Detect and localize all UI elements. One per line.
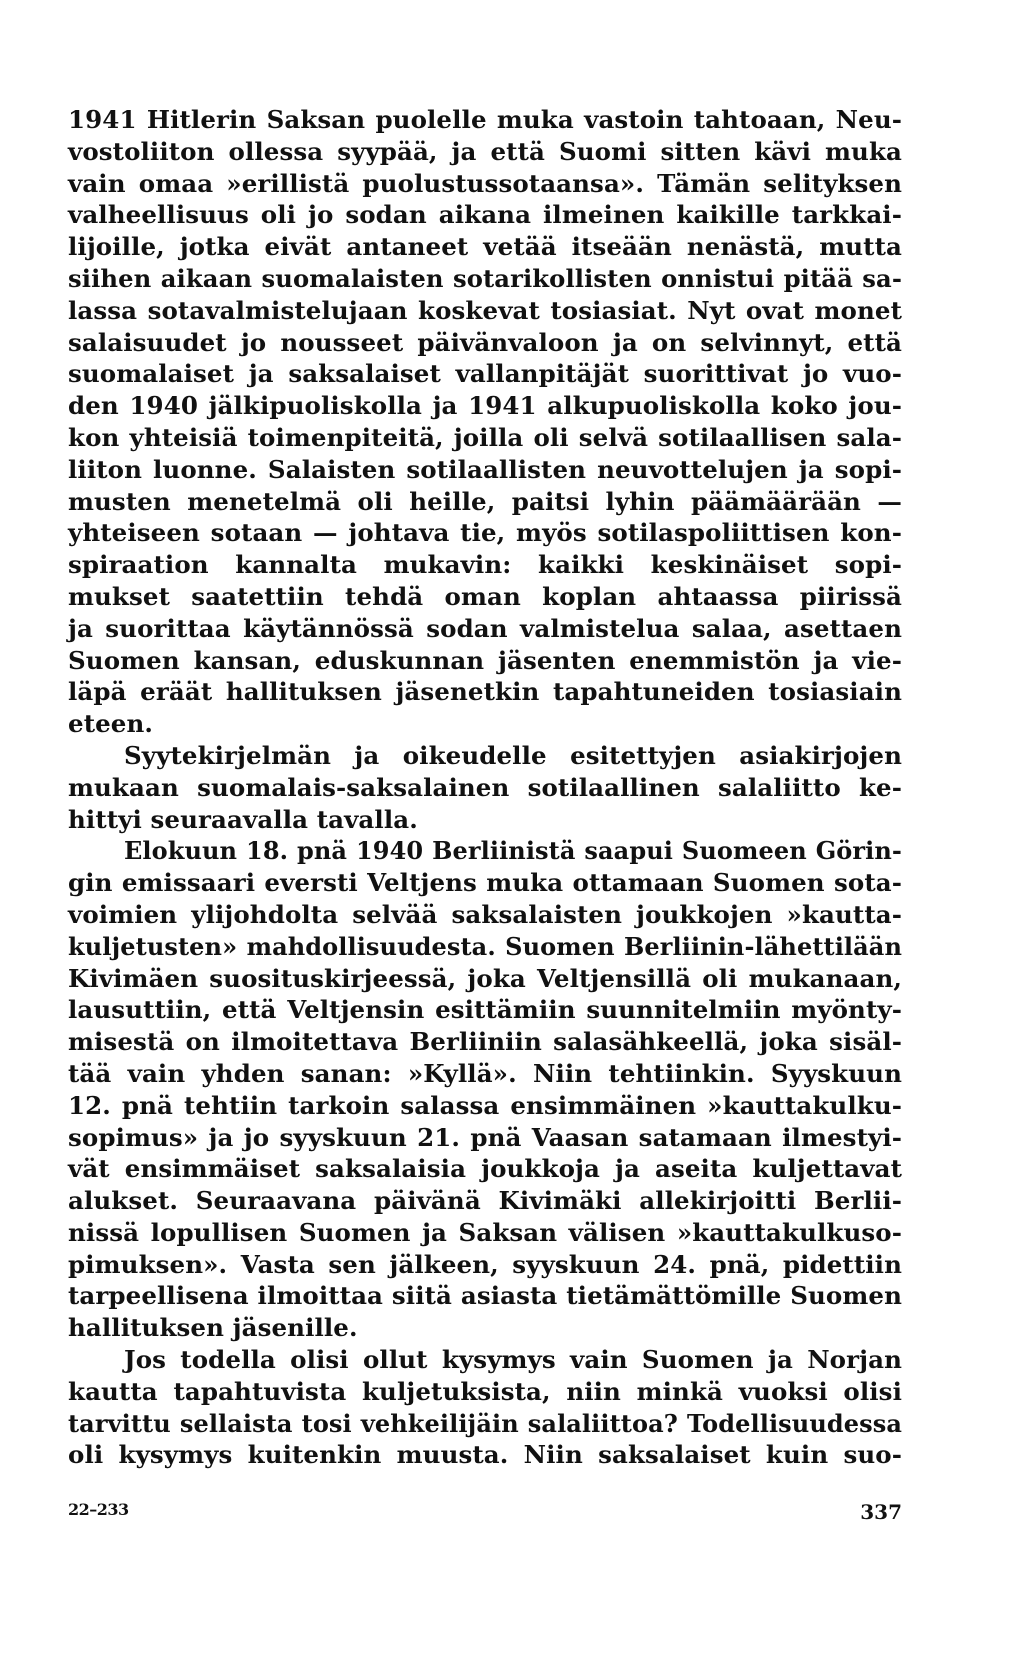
text-line: musten menetelmä oli heille, paitsi lyhin päämäärään — xyxy=(68,486,902,516)
text-line: mukaan suomalais-saksalainen sotilaallinen salaliitto ke- xyxy=(68,772,902,802)
text-line: Kivimäen suosituskirjeessä, joka Veltjensillä oli mukanaan, xyxy=(68,963,902,993)
text-line: siihen aikaan suomalaisten sotarikollisten onnistui pitää sa- xyxy=(68,263,902,293)
text-line: liiton luonne. Salaisten sotilaallisten neuvottelujen ja sopi- xyxy=(68,454,902,484)
text-line: Suomen kansan, eduskunnan jäsenten enemmistön ja vie- xyxy=(68,645,902,675)
text-line: tää vain yhden sanan: »Kyllä». Niin tehtiinkin. Syyskuun xyxy=(68,1058,902,1088)
text-line: valheellisuus oli jo sodan aikana ilmeinen kaikille tarkkai- xyxy=(68,200,902,230)
text-line: Syytekirjelmän ja oikeudelle esitettyjen asiakirjojen xyxy=(124,740,902,770)
page-footer xyxy=(68,1500,902,1530)
text-line: misestä on ilmoitettava Berliiniin salasähkeellä, joka sisäl- xyxy=(68,1027,902,1057)
text-line: nissä lopullisen Suomen ja Saksan välisen »kauttakulkuso- xyxy=(68,1217,902,1247)
text-line: yhteiseen sotaan — johtava tie, myös sotilaspoliittisen kon- xyxy=(68,518,902,548)
text-line: kuljetusten» mahdollisuudesta. Suomen Berliinin-lähettilään xyxy=(68,931,902,961)
text-line: spiraation kannalta mukavin: kaikki keskinäiset sopi- xyxy=(68,550,902,580)
text-line: 1941 Hitlerin Saksan puolelle muka vastoin tahtoaan, Neu- xyxy=(68,105,902,134)
text-line: mukset saatettiin tehdä oman koplan ahtaassa piirissä xyxy=(68,581,902,611)
text-line: tarvittu sellaista tosi vehkeilijäin salaliittoa? Todellisuudessa xyxy=(68,1408,902,1438)
text-line: sopimus» ja jo syyskuun 21. pnä Vaasan satamaan ilmestyi- xyxy=(68,1122,902,1152)
text-line: vain omaa »erillistä puolustussotaansa». Tämän selityksen xyxy=(68,168,902,198)
text-line: Elokuun 18. pnä 1940 Berliinistä saapui Suomeen Görin- xyxy=(124,836,902,866)
text-line: hallituksen jäsenille. xyxy=(68,1313,358,1343)
text-line: lijoille, jotka eivät antaneet vetää itseään nenästä, mutta xyxy=(68,232,902,262)
page-number: 337 xyxy=(860,1500,902,1524)
text-line: hittyi seuraavalla tavalla. xyxy=(68,804,418,834)
text-line: lassa sotavalmistelujaan koskevat tosiasiat. Nyt ovat monet xyxy=(68,295,902,325)
text-line: kautta tapahtuvista kuljetuksista, niin minkä vuoksi olisi xyxy=(68,1376,902,1406)
text-line: pimuksen». Vasta sen jälkeen, syyskuun 24. pnä, pidettiin xyxy=(68,1249,902,1279)
text-line: oli kysymys kuitenkin muusta. Niin saksalaiset kuin suo- xyxy=(68,1440,902,1470)
text-line: läpä eräät hallituksen jäsenetkin tapahtuneiden tosiasiain xyxy=(68,677,902,707)
text-line: kon yhteisiä toimenpiteitä, joilla oli selvä sotilaallisen sala- xyxy=(68,422,902,452)
text-line: den 1940 jälkipuoliskolla ja 1941 alkupuoliskolla koko jou- xyxy=(68,391,902,421)
text-line: 12. pnä tehtiin tarkoin salassa ensimmäinen »kauttakulku- xyxy=(68,1090,902,1120)
text-line: ja suorittaa käytännössä sodan valmistelua salaa, asettaen xyxy=(68,613,902,643)
text-line: Jos todella olisi ollut kysymys vain Suomen ja Norjan xyxy=(124,1345,902,1375)
text-line: voimien ylijohdolta selvää saksalaisten joukkojen »kautta- xyxy=(68,899,902,929)
text-line: tarpeellisena ilmoittaa siitä asiasta tietämättömille Suomen xyxy=(68,1281,902,1311)
text-line: lausuttiin, että Veltjensin esittämiin suunnitelmiin myönty- xyxy=(68,995,902,1025)
text-line: gin emissaari eversti Veltjens muka ottamaan Suomen sota- xyxy=(68,868,902,898)
text-line: vostoliiton ollessa syypää, ja että Suomi sitten kävi muka xyxy=(68,136,902,166)
printer-signature: 22–233 xyxy=(68,1500,129,1519)
text-line: salaisuudet jo nousseet päivänvaloon ja on selvinnyt, että xyxy=(68,327,902,357)
page-body xyxy=(68,104,902,1471)
text-line: vät ensimmäiset saksalaisia joukkoja ja aseita kuljettavat xyxy=(68,1154,902,1184)
text-line: eteen. xyxy=(68,709,154,739)
text-line: alukset. Seuraavana päivänä Kivimäki allekirjoitti Berlii- xyxy=(68,1186,902,1216)
text-line: suomalaiset ja saksalaiset vallanpitäjät suorittivat jo vuo- xyxy=(68,359,902,389)
